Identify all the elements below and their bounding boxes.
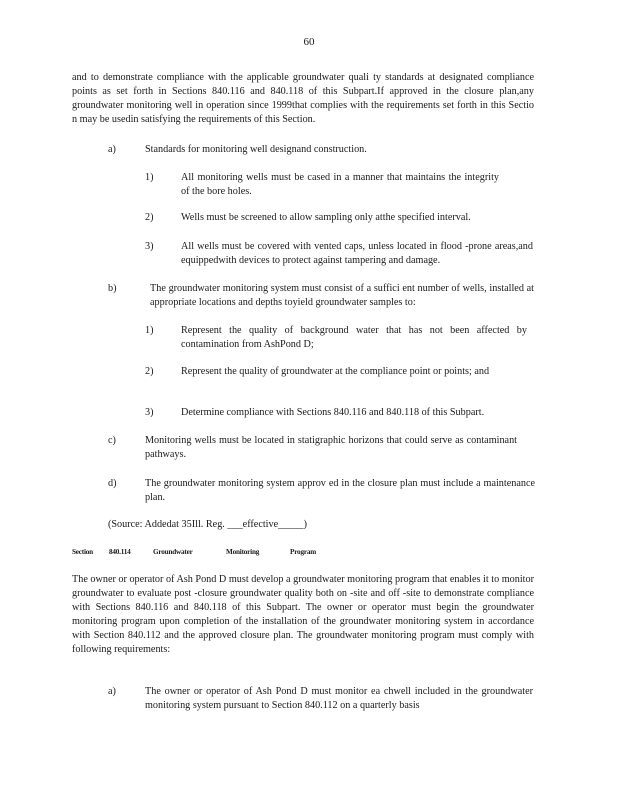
item-b1-label: 1)	[145, 325, 154, 336]
section-heading-title-3: Program	[290, 548, 317, 556]
item-a1-text: All monitoring wells must be cased in a manner that maintains the integrity of the bore holes.	[181, 172, 499, 197]
source-note: (Source: Addedat 35Ill. Reg. ___effective_____)	[108, 519, 307, 530]
section-heading-number: 840.114	[109, 548, 131, 556]
section-item-a-label: a)	[108, 686, 116, 697]
item-d-text: The groundwater monitoring system approv ed in the closure plan must include a maintenance plan.	[145, 478, 535, 503]
item-a3-text: All wells must be covered with vented caps, unless located in flood -prone areas,and equippedwith devices to protect against tampering and damage.	[181, 241, 533, 266]
section-item-a-text: The owner or operator of Ash Pond D must monitor ea chwell included in the groundwater monitoring system pursuant to Section 840.112 on a quarterly basis	[145, 686, 533, 711]
item-a2-text: Wells must be screened to allow sampling only atthe specified interval.	[181, 212, 471, 223]
item-c-label: c)	[108, 435, 116, 446]
item-b-label: b)	[108, 283, 117, 294]
item-d-label: d)	[108, 478, 117, 489]
item-b2-label: 2)	[145, 366, 154, 377]
item-a-text: Standards for monitoring well designand construction.	[145, 144, 367, 155]
item-b2-text: Represent the quality of groundwater at the compliance point or points; and	[181, 366, 490, 377]
item-a2-label: 2)	[145, 212, 154, 223]
item-b-text: The groundwater monitoring system must consist of a suffici ent number of wells, installed at appropriate locations and depths toyield groundwater samples to:	[150, 283, 534, 308]
item-b3-label: 3)	[145, 407, 154, 418]
section-heading-title-1: Groundwater	[153, 548, 193, 556]
section-heading-word: Section	[72, 548, 93, 556]
intro-paragraph: and to demonstrate compliance with the applicable groundwater quali ty standards at designated compliance points as set forth in Sections 840.116 and 840.118 of this Subpart.If approved in the closure plan,any groundwater monitoring well in operation since 1999that complies with the requirements set forth in this Sectio n may be usedin satisfying the requirements of this Section.	[72, 72, 534, 125]
page-number: 60	[303, 36, 315, 48]
item-b3-text: Determine compliance with Sections 840.116 and 840.118 of this Subpart.	[181, 407, 485, 418]
section-heading	[72, 545, 316, 559]
item-c-text: Monitoring wells must be located in statigraphic horizons that could serve as contaminant pathways.	[145, 435, 517, 460]
item-b1-text: Represent the quality of background water that has not been affected by contamination from AshPond D;	[181, 325, 527, 350]
section-paragraph: The owner or operator of Ash Pond D must develop a groundwater monitoring program that enables it to monitor groundwater to evaluate post -closure groundwater quality both on -site and off -site to demonstrate compliance with Sections 840.116 and 840.118 of this Subpart. The owner or operator must begin the groundwater monitoring program upon completion of the installation of the groundwater monitoring system in accordance with Section 840.112 and the approved closure plan. The groundwater monitoring program must comply with following requirements:	[72, 574, 534, 655]
section-heading-title-2: Monitoring	[226, 548, 260, 556]
item-a3-label: 3)	[145, 241, 154, 252]
item-a1-label: 1)	[145, 172, 154, 183]
item-a-label: a)	[108, 144, 116, 155]
